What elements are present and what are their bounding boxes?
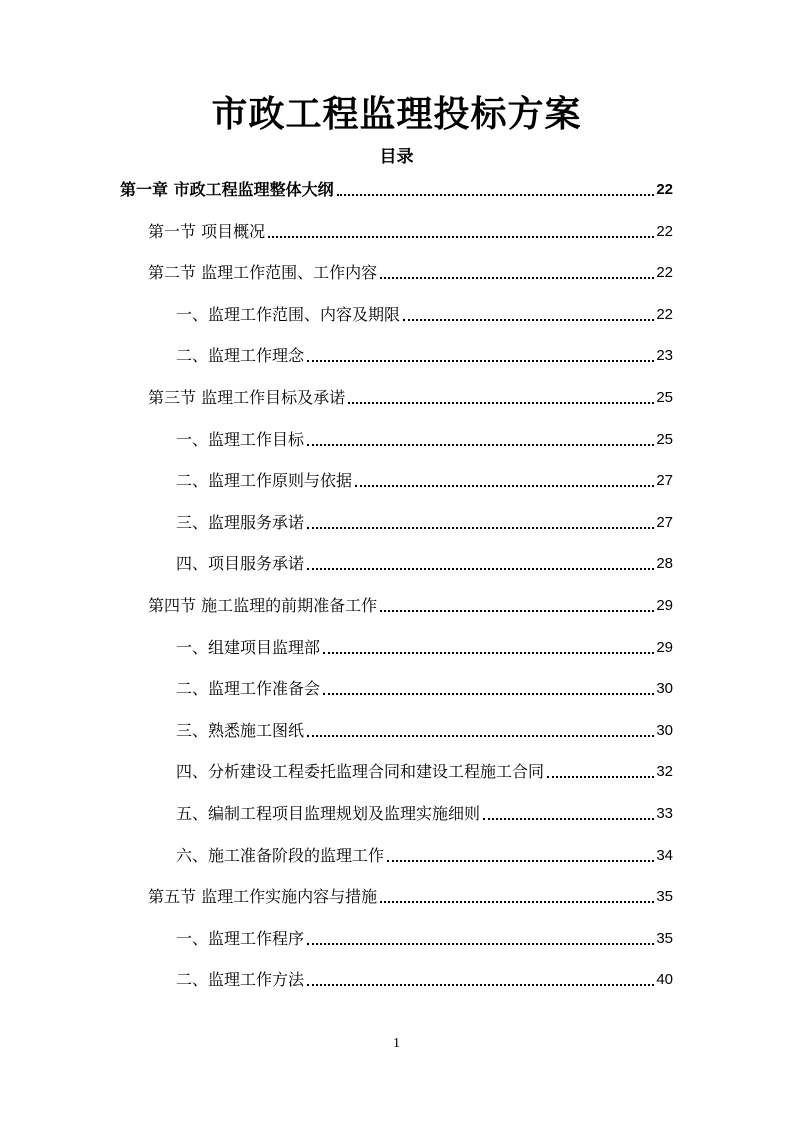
toc-dot-leader [380, 900, 654, 903]
toc-entry[interactable] [176, 715, 673, 743]
toc-entry-page: 35 [656, 929, 673, 947]
toc-entry[interactable] [176, 632, 673, 660]
toc-entry-page: 25 [656, 430, 673, 448]
toc-entry[interactable] [148, 257, 673, 285]
toc-entry-page: 29 [656, 638, 673, 656]
toc-entry[interactable] [176, 299, 673, 327]
toc-entry[interactable] [176, 424, 673, 452]
document-title: 市政工程监理投标方案 [211, 93, 582, 135]
toc-entry[interactable] [176, 756, 673, 784]
toc-entry-label: 三、监理服务承诺 [176, 512, 305, 532]
toc-entry[interactable] [148, 382, 673, 410]
toc-entry-page: 22 [656, 305, 673, 323]
toc-dot-leader [307, 734, 654, 737]
toc-entry-page: 40 [656, 971, 673, 989]
toc-dot-leader [547, 775, 654, 778]
toc-entry-page: 27 [656, 513, 673, 531]
toc-entry-label: 第五节 监理工作实施内容与措施 [148, 887, 378, 907]
toc-entry-page: 33 [656, 805, 673, 822]
toc-entry-label: 二、监理工作原则与依据 [176, 471, 353, 491]
toc-entry-label: 二、监理工作准备会 [176, 679, 321, 699]
toc-entry-label: 一、监理工作范围、内容及期限 [176, 304, 401, 324]
toc-dot-leader [307, 983, 654, 986]
toc-entry-label: 第二节 监理工作范围、工作内容 [148, 263, 378, 283]
page-number: 1 [393, 1036, 400, 1051]
toc-entry-page: 25 [656, 389, 673, 406]
toc-dot-leader [307, 942, 654, 945]
toc-dot-leader [307, 567, 654, 570]
toc-dot-leader [348, 401, 654, 404]
toc-entry-page: 35 [656, 888, 673, 906]
toc-entry-label: 四、项目服务承诺 [176, 554, 305, 574]
toc-entry-page: 28 [656, 555, 673, 573]
toc-entry-label: 一、监理工作程序 [176, 928, 305, 948]
toc-entry-label: 一、组建项目监理部 [176, 637, 321, 657]
toc-entry[interactable] [176, 507, 673, 535]
toc-entry[interactable] [148, 881, 673, 909]
toc-entry[interactable] [176, 673, 673, 701]
toc-dot-leader [355, 484, 654, 487]
toc-dot-leader [403, 318, 654, 321]
toc-entry-page: 22 [656, 222, 673, 240]
toc-entry-label: 一、监理工作目标 [176, 429, 305, 449]
toc-dot-leader [380, 276, 654, 279]
toc-entry-page: 32 [656, 763, 673, 781]
toc-entry-label: 五、编制工程项目监理规划及监理实施细则 [176, 804, 481, 823]
toc-entry-label: 四、分析建设工程委托监理合同和建设工程施工合同 [176, 762, 545, 782]
toc-entry-page: 23 [656, 347, 673, 365]
toc-entry-page: 22 [656, 181, 673, 198]
toc-dot-leader [483, 817, 654, 820]
toc-entry[interactable] [120, 174, 673, 202]
toc-entry-label: 第四节 施工监理的前期准备工作 [148, 596, 378, 615]
toc-dot-leader [380, 609, 654, 612]
toc-entry-page: 22 [656, 264, 673, 282]
toc-entry[interactable] [176, 548, 673, 576]
toc-dot-leader [268, 235, 654, 238]
toc-entry[interactable] [176, 840, 673, 868]
toc-entry[interactable] [176, 798, 673, 826]
toc-dot-leader [323, 651, 654, 654]
toc-entry-label: 二、监理工作理念 [176, 346, 305, 366]
toc-dot-leader [323, 692, 654, 695]
toc-entry-label: 三、熟悉施工图纸 [176, 720, 305, 740]
toc-dot-leader [307, 359, 654, 362]
toc-entry-page: 34 [656, 846, 673, 864]
toc-entry-page: 29 [656, 597, 673, 614]
toc-entry[interactable] [176, 465, 673, 493]
toc-dot-leader [337, 193, 655, 196]
toc-entry[interactable] [148, 590, 673, 618]
toc-heading: 目录 [379, 147, 414, 167]
toc-entry-page: 30 [656, 680, 673, 698]
toc-entry[interactable] [176, 340, 673, 368]
toc-entry[interactable] [176, 923, 673, 951]
toc-dot-leader [307, 443, 654, 446]
toc-entry-label: 第三节 监理工作目标及承诺 [148, 388, 346, 407]
toc-entry-label: 六、施工准备阶段的监理工作 [176, 845, 385, 865]
toc-entry[interactable] [176, 964, 673, 992]
toc-entry-page: 27 [656, 472, 673, 490]
toc-entry-label: 二、监理工作方法 [176, 970, 305, 990]
toc-entry-page: 30 [656, 721, 673, 739]
toc-entry-label: 第一节 项目概况 [148, 221, 266, 241]
toc-dot-leader [387, 859, 654, 862]
toc-entry-label: 第一章 市政工程监理整体大纲 [120, 180, 334, 199]
toc-dot-leader [307, 526, 654, 529]
toc-entry[interactable] [148, 216, 673, 244]
